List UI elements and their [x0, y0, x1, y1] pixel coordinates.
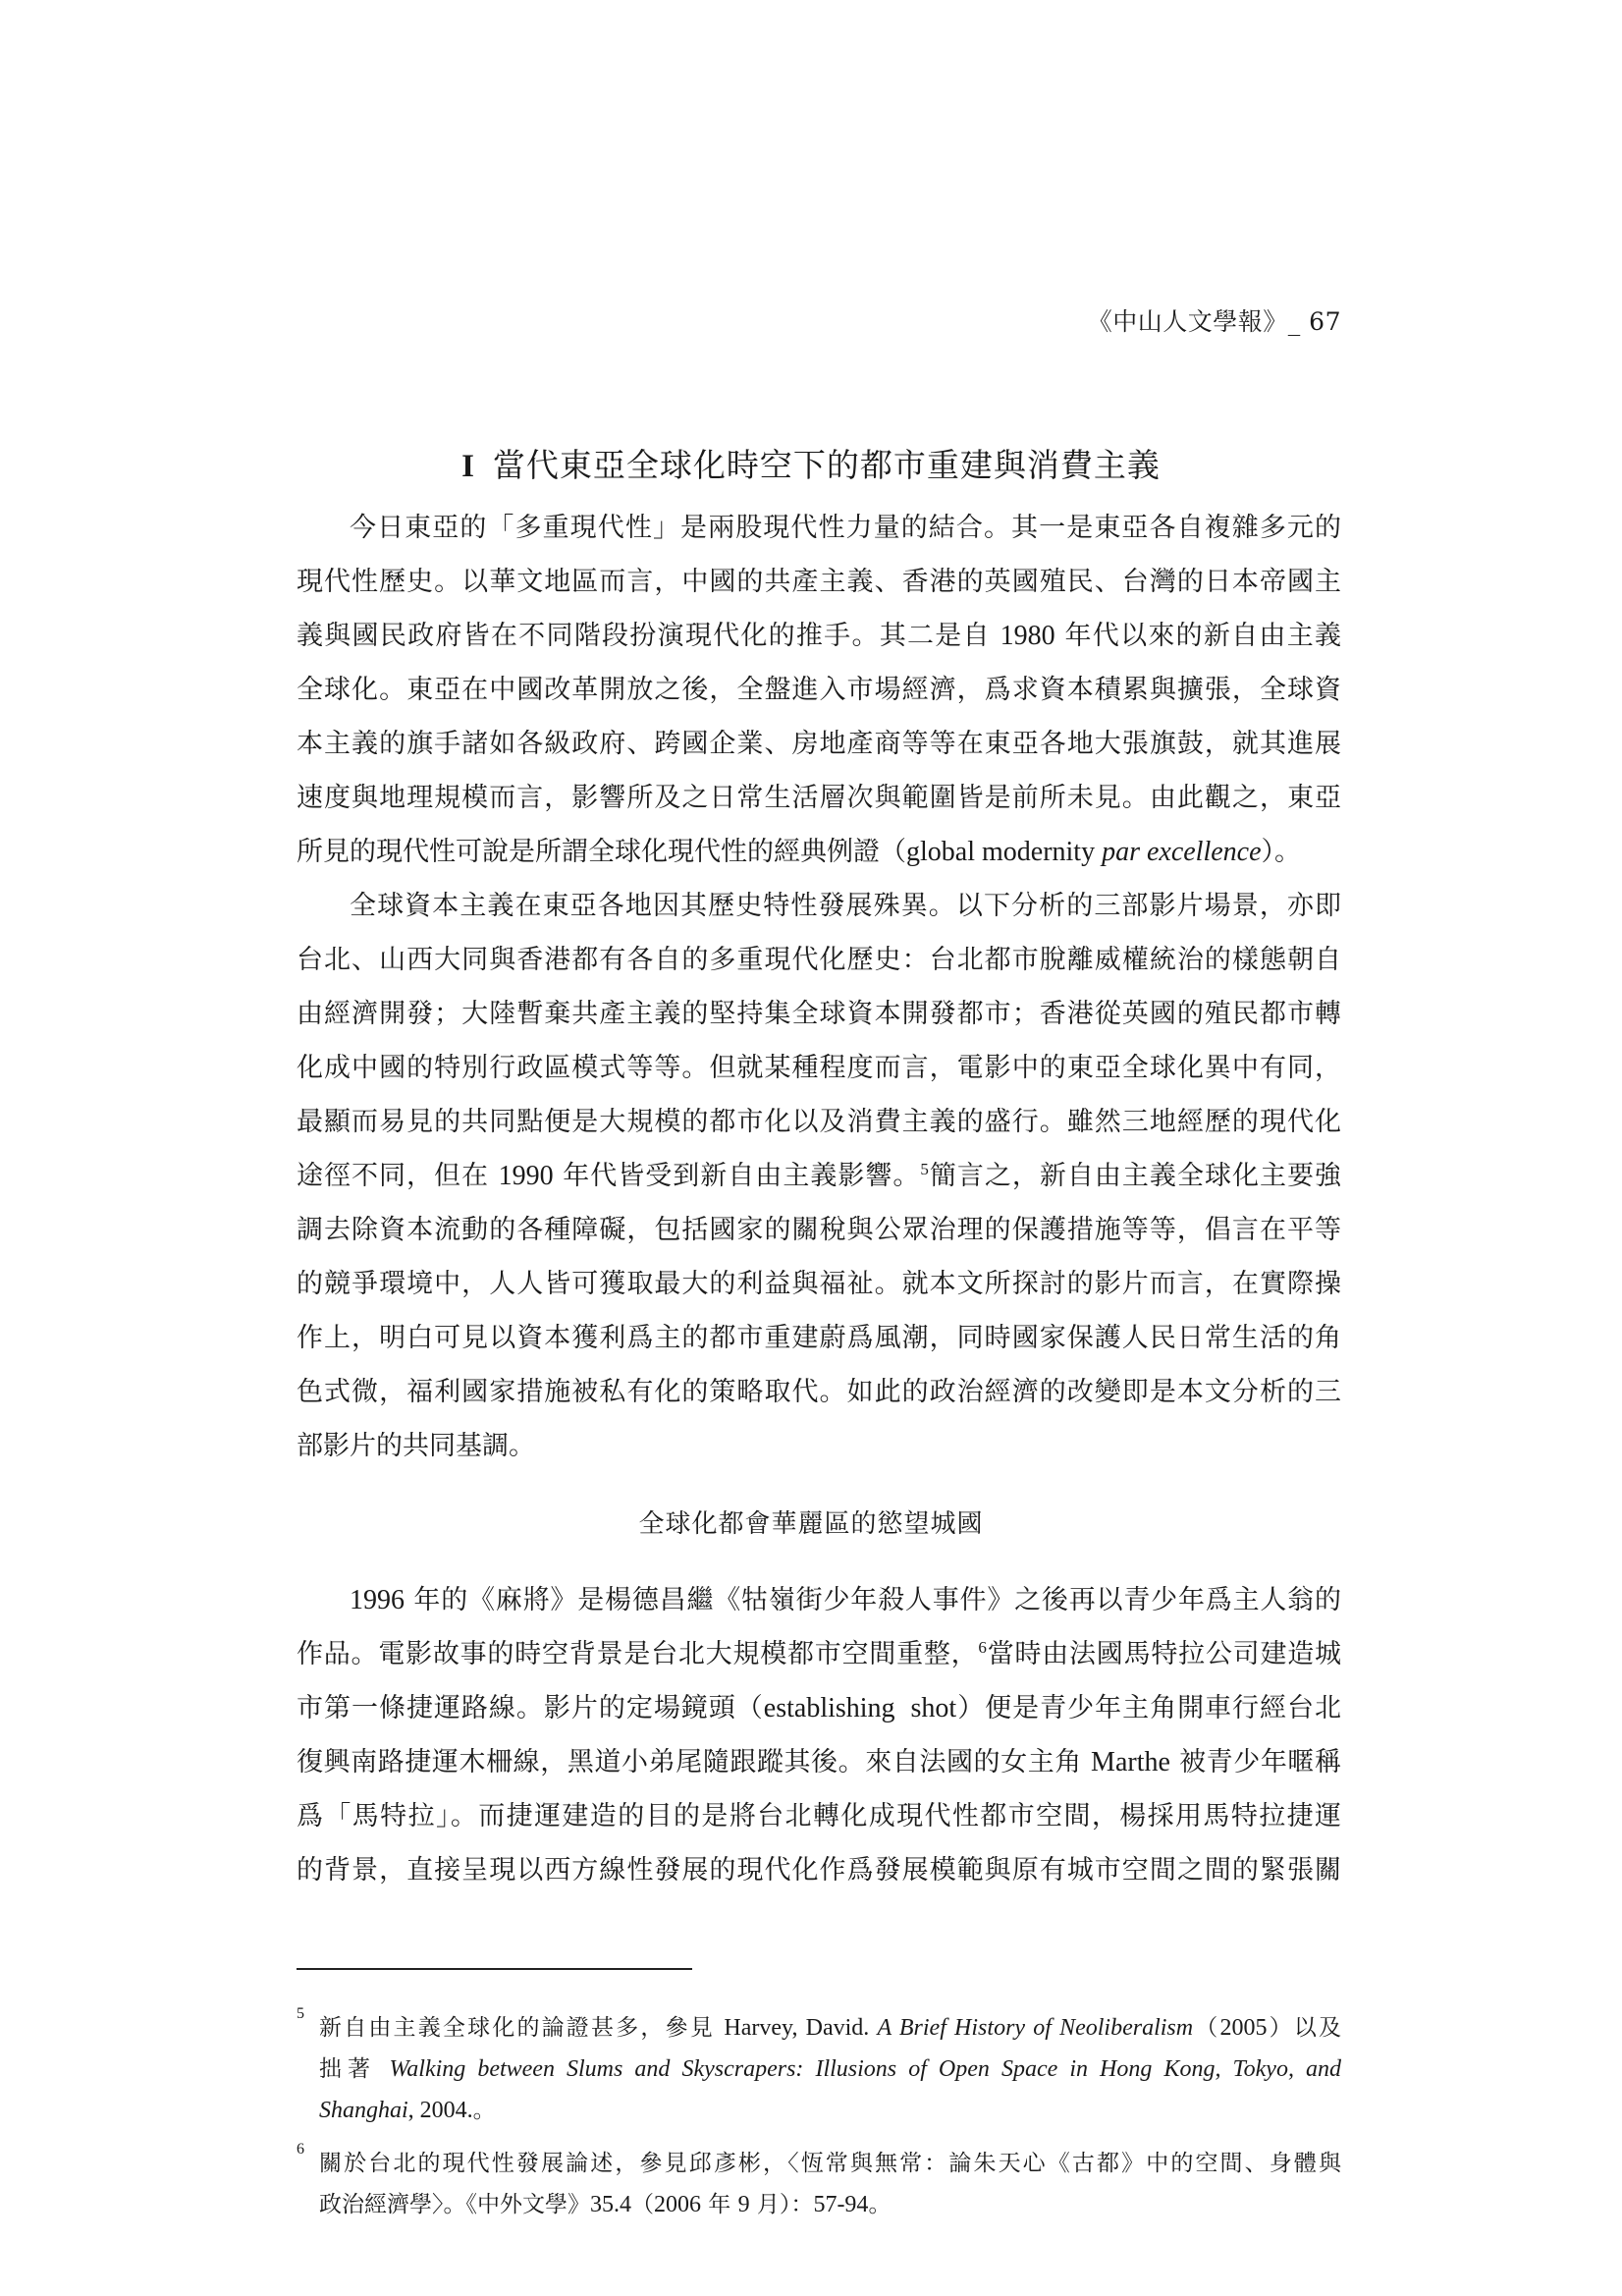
footnote-line: 關於台北的現代性發展論述，參見邱彥彬，〈恆常與無常：論朱天心《古都》中的空間、身體與 — [319, 2151, 1341, 2176]
paragraph-line: 所見的現代性可說是所謂全球化現代性的經典例證（global modernity par excellence）。 — [297, 837, 1302, 867]
paragraph-line: 市第一條捷運路線。影片的定場鏡頭（establishing shot）便是青少年主角開車行經台北 — [297, 1693, 1342, 1723]
paragraph-line: 台北、山西大同與香港都有各自的多重現代化歷史：台北都市脫離威權統治的樣態朝自 — [297, 945, 1341, 975]
paragraph-line: 最顯而易見的共同點便是大規模的都市化以及消費主義的盛行。雖然三地經歷的現代化 — [297, 1107, 1341, 1137]
paragraph-line: 全球資本主義在東亞各地因其歷史特性發展殊異。以下分析的三部影片場景，亦即 — [350, 891, 1341, 921]
paragraph-line: 化成中國的特別行政區模式等等。但就某種程度而言，電影中的東亞全球化異中有同， — [297, 1053, 1341, 1083]
paragraph-line: 的競爭環境中，人人皆可獲取最大的利益與福祉。就本文所探討的影片而言，在實際操 — [297, 1269, 1341, 1299]
paragraph-line: 的背景，直接呈現以西方線性發展的現代化作爲發展模範與原有城市空間之間的緊張關 — [297, 1855, 1341, 1886]
footnote-ref-6[interactable]: 6 — [978, 1638, 987, 1657]
paragraph-line: 現代性歷史。以華文地區而言，中國的共產主義、香港的英國殖民、台灣的日本帝國主 — [297, 567, 1341, 597]
footnote-divider — [297, 1968, 692, 1970]
paragraph-line: 今日東亞的「多重現代性」是兩股現代性力量的結合。其一是東亞各自複雜多元的 — [350, 513, 1341, 543]
paragraph-line: 復興南路捷運木柵線，黑道小弟尾隨跟蹤其後。來自法國的女主角 Marthe 被青少年暱稱 — [297, 1747, 1341, 1777]
paragraph-line: 義與國民政府皆在不同階段扮演現代化的推手。其二是自 1980 年代以來的新自由主義 — [297, 621, 1341, 651]
paragraph-line: 調去除資本流動的各種障礙，包括國家的關稅與公眾治理的保護措施等等，倡言在平等 — [297, 1215, 1341, 1245]
section-title: 當代東亞全球化時空下的都市重建與消費主義 — [492, 446, 1161, 484]
paragraph-line: 全球化。東亞在中國改革開放之後，全盤進入市場經濟，爲求資本積累與擴張，全球資 — [297, 675, 1341, 705]
section-number: I — [461, 449, 475, 484]
footnote-number: 5 — [297, 2005, 304, 2022]
paragraph-line: 爲「馬特拉」。而捷運建造的目的是將台北轉化成現代性都市空間，楊採用馬特拉捷運 — [297, 1801, 1341, 1831]
paragraph-line: 本主義的旗手諸如各級政府、跨國企業、房地產商等等在東亞各地大張旗鼓，就其進展 — [297, 729, 1341, 759]
paragraph-line: 1996 年的《麻將》是楊德昌繼《牯嶺街少年殺人事件》之後再以青少年爲主人翁的 — [350, 1585, 1341, 1615]
paragraph-line: 部影片的共同基調。 — [297, 1431, 535, 1461]
section-heading — [0, 440, 1622, 486]
footnote-ref-5[interactable]: 5 — [920, 1160, 929, 1178]
subsection-heading: 全球化都會華麗區的慾望城國 — [638, 1509, 984, 1539]
paragraph-line: 速度與地理規模而言，影響所及之日常生活層次與範圍皆是前所未見。由此觀之，東亞 — [297, 783, 1341, 813]
running-header: 《中山人文學報》_ 67 — [1087, 307, 1341, 336]
paragraph-line: 作上，明白可見以資本獲利爲主的都市重建蔚爲風潮，同時國家保護人民日常生活的角 — [297, 1323, 1341, 1353]
footnote-line: 政治經濟學〉。《中外文學》35.4（2006 年 9 月）：57-94。 — [319, 2192, 892, 2217]
footnote-line: Shanghai, 2004.。 — [319, 2098, 496, 2123]
footnote-line: 新自由主義全球化的論證甚多，參見 Harvey, David. A Brief History of Neoliberalism（2005）以及 — [319, 2015, 1342, 2041]
paragraph-line: 由經濟開發；大陸暫棄共產主義的堅持集全球資本開發都市；香港從英國的殖民都市轉 — [297, 999, 1341, 1029]
paragraph-line: 途徑不同，但在 1990 年代皆受到新自由主義影響。$^5$簡言之，新自由主義全球化主要強 — [297, 1160, 1341, 1191]
footnote-line: 拙著 Walking between Slums and Skyscrapers: Illusions of Open Space in Hong Kong, Tokyo, and — [319, 2056, 1341, 2082]
paragraph-line: 色式微，福利國家措施被私有化的策略取代。如此的政治經濟的改變即是本文分析的三 — [297, 1377, 1341, 1407]
paragraph-line: 作品。電影故事的時空背景是台北大規模都市空間重整，$^6$當時由法國馬特拉公司建造城 — [297, 1638, 1342, 1669]
footnote-number: 6 — [297, 2141, 304, 2158]
